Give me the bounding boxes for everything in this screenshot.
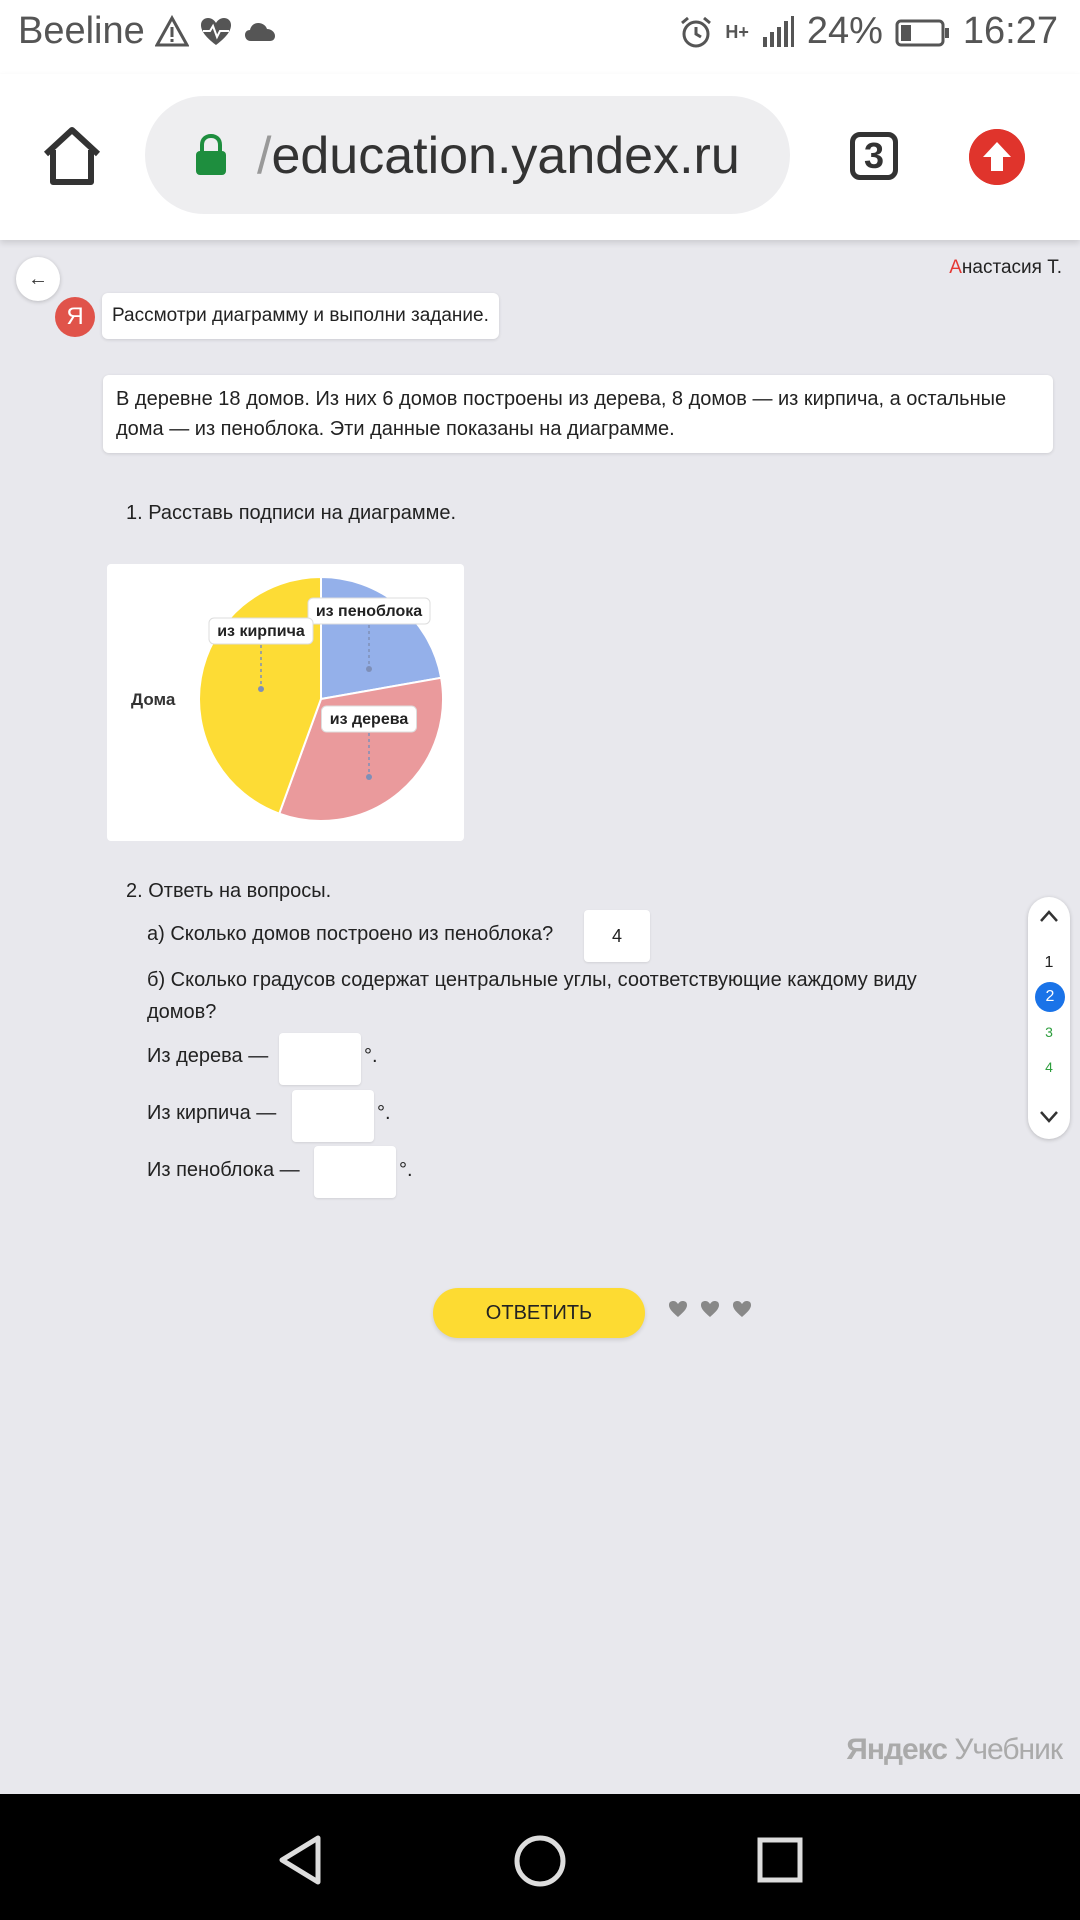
- pie-chart-card: [107, 564, 464, 841]
- signal-icon: [761, 15, 795, 49]
- user-name[interactable]: [949, 257, 1062, 279]
- svg-text:из дерева: из дерева: [329, 711, 409, 728]
- tabs-icon[interactable]: 3: [850, 132, 898, 180]
- wood-degrees-label: Из дерева —: [147, 1045, 269, 1067]
- url-text: [257, 126, 740, 186]
- brick-degrees-label: Из кирпича —: [147, 1102, 277, 1124]
- pager-item-2-active[interactable]: 2: [1035, 982, 1065, 1012]
- alarm-icon: [679, 15, 713, 49]
- pie-chart: [107, 564, 464, 841]
- heart-icon: [668, 1300, 688, 1318]
- heartbeat-icon: [199, 15, 233, 49]
- browser-toolbar: [0, 74, 1080, 240]
- status-left: [18, 10, 277, 53]
- brick-degrees-suffix: °.: [377, 1102, 391, 1124]
- yandex-uchebnik-logo: [846, 1733, 1062, 1767]
- back-triangle-icon[interactable]: [276, 1834, 324, 1886]
- lives-indicator: [668, 1300, 752, 1318]
- wood-degrees-suffix: °.: [364, 1045, 378, 1067]
- user-name-initial: А: [949, 257, 962, 278]
- svg-text:из пеноблока: из пеноблока: [315, 603, 423, 620]
- step-1-label: 1. Расставь подписи на диаграмме.: [126, 502, 457, 524]
- task-description: В деревне 18 домов. Из них 6 домов построены из дерева, 8 домов — из кирпича, а остальные дома — из пеноблока. Эти данные показаны на диаграмме.: [103, 375, 1053, 453]
- recents-square-icon[interactable]: [756, 1836, 804, 1884]
- answer-button[interactable]: ОТВЕТИТЬ: [433, 1288, 645, 1338]
- foamblock-degrees-input[interactable]: [314, 1146, 396, 1198]
- question-pager: [1028, 897, 1070, 1139]
- battery-icon: [895, 15, 951, 49]
- yandex-avatar: Я: [55, 297, 95, 337]
- upload-icon[interactable]: [969, 129, 1025, 185]
- chevron-down-icon[interactable]: [1039, 1110, 1059, 1124]
- wood-degrees-input[interactable]: [279, 1033, 361, 1085]
- foamblock-degrees-suffix: °.: [399, 1159, 413, 1181]
- bot-message: Рассмотри диаграмму и выполни задание.: [102, 293, 499, 339]
- chart-title: Дома: [131, 690, 176, 709]
- step-2-label: 2. Ответь на вопросы.: [126, 880, 332, 902]
- foamblock-degrees-label: Из пеноблока —: [147, 1159, 300, 1181]
- lock-icon: [193, 134, 229, 176]
- status-bar: [0, 0, 1080, 74]
- address-bar[interactable]: [145, 96, 790, 214]
- brick-degrees-input[interactable]: [292, 1090, 374, 1142]
- clock-time: 16:27: [962, 10, 1058, 52]
- svg-text:из кирпича: из кирпича: [217, 623, 305, 640]
- pager-item-1[interactable]: 1: [1044, 954, 1054, 971]
- brand-part1: Яндекс: [846, 1733, 947, 1766]
- url-prefix: /: [257, 127, 272, 185]
- answer-input-penoblok-count[interactable]: 4: [584, 910, 650, 962]
- brand-part2: Учебник: [954, 1733, 1062, 1766]
- url-domain: education.yandex.ru: [271, 127, 740, 185]
- network-type: H+: [725, 21, 749, 42]
- user-name-rest: настасия Т.: [961, 257, 1062, 278]
- home-circle-icon[interactable]: [513, 1834, 567, 1888]
- home-icon[interactable]: [40, 124, 104, 188]
- question-b-line1: б) Сколько градусов содержат центральные углы, соответствующие каждому виду: [147, 969, 917, 991]
- pager-item-4[interactable]: 4: [1045, 1059, 1053, 1075]
- status-right: [679, 10, 1058, 53]
- pager-item-3[interactable]: 3: [1045, 1024, 1053, 1040]
- chevron-up-icon[interactable]: [1039, 909, 1059, 923]
- warning-icon: [155, 15, 189, 49]
- carrier-name: Beeline: [18, 10, 145, 52]
- question-b-line2: домов?: [147, 1001, 217, 1023]
- heart-icon: [700, 1300, 720, 1318]
- heart-icon: [732, 1300, 752, 1318]
- system-nav-bar: [0, 1794, 1080, 1920]
- battery-percent: 24%: [806, 10, 883, 52]
- back-button[interactable]: ←: [16, 257, 60, 301]
- question-a: а) Сколько домов построено из пеноблока?: [147, 923, 554, 945]
- cloud-icon: [243, 15, 277, 49]
